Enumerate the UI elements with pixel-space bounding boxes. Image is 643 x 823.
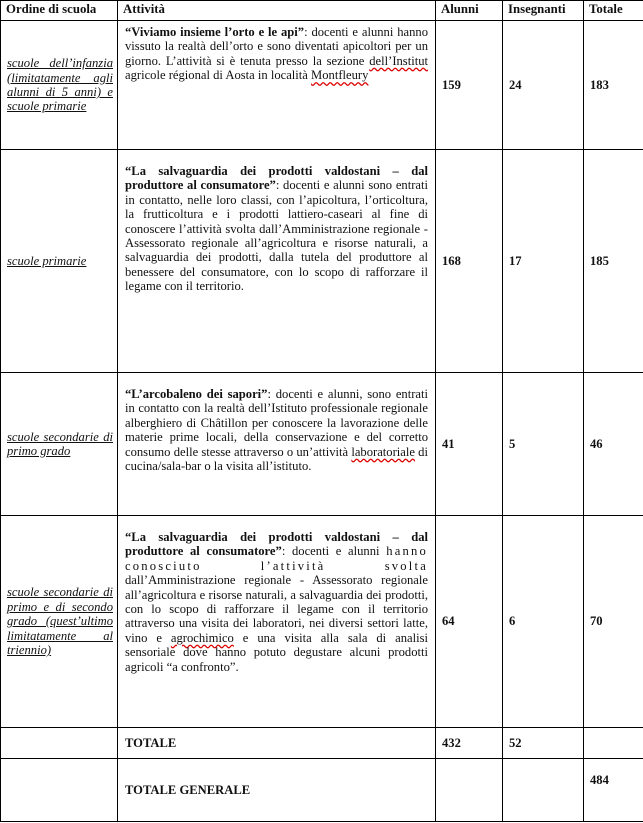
insegnanti-value: 5 xyxy=(503,373,584,516)
activity-text: laboratoriale xyxy=(351,444,415,459)
header-insegnanti: Insegnanti xyxy=(503,1,584,21)
activity-text: agrochimico xyxy=(170,630,234,645)
insegnanti-value: 24 xyxy=(503,21,584,150)
activity-text: : docenti e alunni hanno vissuto la realtà dell’orto e sono diventati apicoltori per un giorno. L’attività si è tenuta presso la sezione xyxy=(125,25,428,68)
header-alunni: Alunni xyxy=(436,1,503,21)
alunni-value: 64 xyxy=(436,516,503,728)
insegnanti-value: 17 xyxy=(503,150,584,373)
totale-value: 183 xyxy=(584,21,643,150)
totale-value: 46 xyxy=(584,373,643,516)
activity-text: e una visita alla sala di analisi sensoriale dove hanno potuto degustare alcuni prodotti agricoli “a confronto”. xyxy=(125,630,428,674)
activity-title: “La salvaguardia dei prodotti valdostani – dal produttore al consumatore” xyxy=(125,530,428,559)
activity-text: dall’Amministrazione regionale - Assessorato regionale all’agricoltura e risorse naturali, a salvaguardia dei prodotti, con lo scopo di rafforzare il legame con il territorio attraverso una visita dei laboratori, nei diversi settori latte, vino e xyxy=(125,573,428,645)
activity-description xyxy=(118,21,436,150)
empty-cell xyxy=(436,759,503,822)
school-order: scuole secondarie di primo grado xyxy=(1,373,118,516)
school-order: scuole primarie xyxy=(1,150,118,373)
table-row xyxy=(1,373,643,516)
activity-text: dell’Institut xyxy=(369,53,428,68)
totale-alunni: 432 xyxy=(436,728,503,759)
activity-description xyxy=(118,150,436,373)
activity-title: “Viviamo insieme l’orto e le api” xyxy=(125,25,305,39)
empty-cell xyxy=(1,759,118,822)
totale-label: TOTALE xyxy=(118,728,436,759)
header-attivita: Attività xyxy=(118,1,436,21)
header-ordine: Ordine di scuola xyxy=(1,1,118,21)
insegnanti-value: 6 xyxy=(503,516,584,728)
activity-text: : docenti e alunni sono entrati in contatto, nelle loro classi, con l’apicoltura, l’orticoltura, la frutticoltura e i prodotti lattiero-caseari al fine di conoscere l’attività svolta dall’Amministrazione regionale - Assessorato regionale all’agricoltura e risorse naturali, a salvaguardia dei prodotti, dalla tutela del produttore al benessere del consumatore, con lo scopo di rafforzare il legame con il territorio. xyxy=(125,178,428,294)
school-order: scuole secondarie di primo e di secondo grado (quest’ultimo limitatamente al triennio) xyxy=(1,516,118,728)
activity-title: “La salvaguardia dei prodotti valdostani – dal produttore al consumatore” xyxy=(125,164,428,193)
totale-value: 185 xyxy=(584,150,643,373)
totale-generale-row xyxy=(1,759,643,822)
totale-value: 70 xyxy=(584,516,643,728)
table-row xyxy=(1,150,643,373)
activity-text: hanno conosciuto l’attività svolta xyxy=(125,544,428,573)
alunni-value: 168 xyxy=(436,150,503,373)
alunni-value: 159 xyxy=(436,21,503,150)
activity-description xyxy=(118,373,436,516)
totale-generale-label: TOTALE GENERALE xyxy=(118,759,436,822)
totale-generale-value: 484 xyxy=(584,759,643,822)
activity-title: “L’arcobaleno dei sapori” xyxy=(125,387,268,401)
header-totale: Totale xyxy=(584,1,643,21)
empty-cell xyxy=(503,759,584,822)
school-order: scuole dell’infanzia (limitatamente agli alunni di 5 anni) e scuole primarie xyxy=(1,21,118,150)
activity-text: : docenti e alunni, sono entrati in contatto con la realtà dell’Istituto professionale regionale alberghiero di Châtillon per conoscere la lavorazione delle materie prime locali, della conservazione e del corretto consumo delle stesse attraverso o un’attività xyxy=(125,387,428,459)
activity-text: agricole régional di Aosta in località xyxy=(125,68,312,83)
totale-row xyxy=(1,728,643,759)
activity-text: Montfleury xyxy=(311,68,369,83)
activity-text: di cucina/sala-bar o la visita all’istituto. xyxy=(125,444,428,474)
header-row xyxy=(1,1,643,21)
empty-cell xyxy=(584,728,643,759)
empty-cell xyxy=(1,728,118,759)
table-row xyxy=(1,516,643,728)
activity-text: : docenti e alunni xyxy=(281,544,387,559)
alunni-value: 41 xyxy=(436,373,503,516)
totale-insegnanti: 52 xyxy=(503,728,584,759)
activity-description xyxy=(118,516,436,728)
table-row xyxy=(1,21,643,150)
